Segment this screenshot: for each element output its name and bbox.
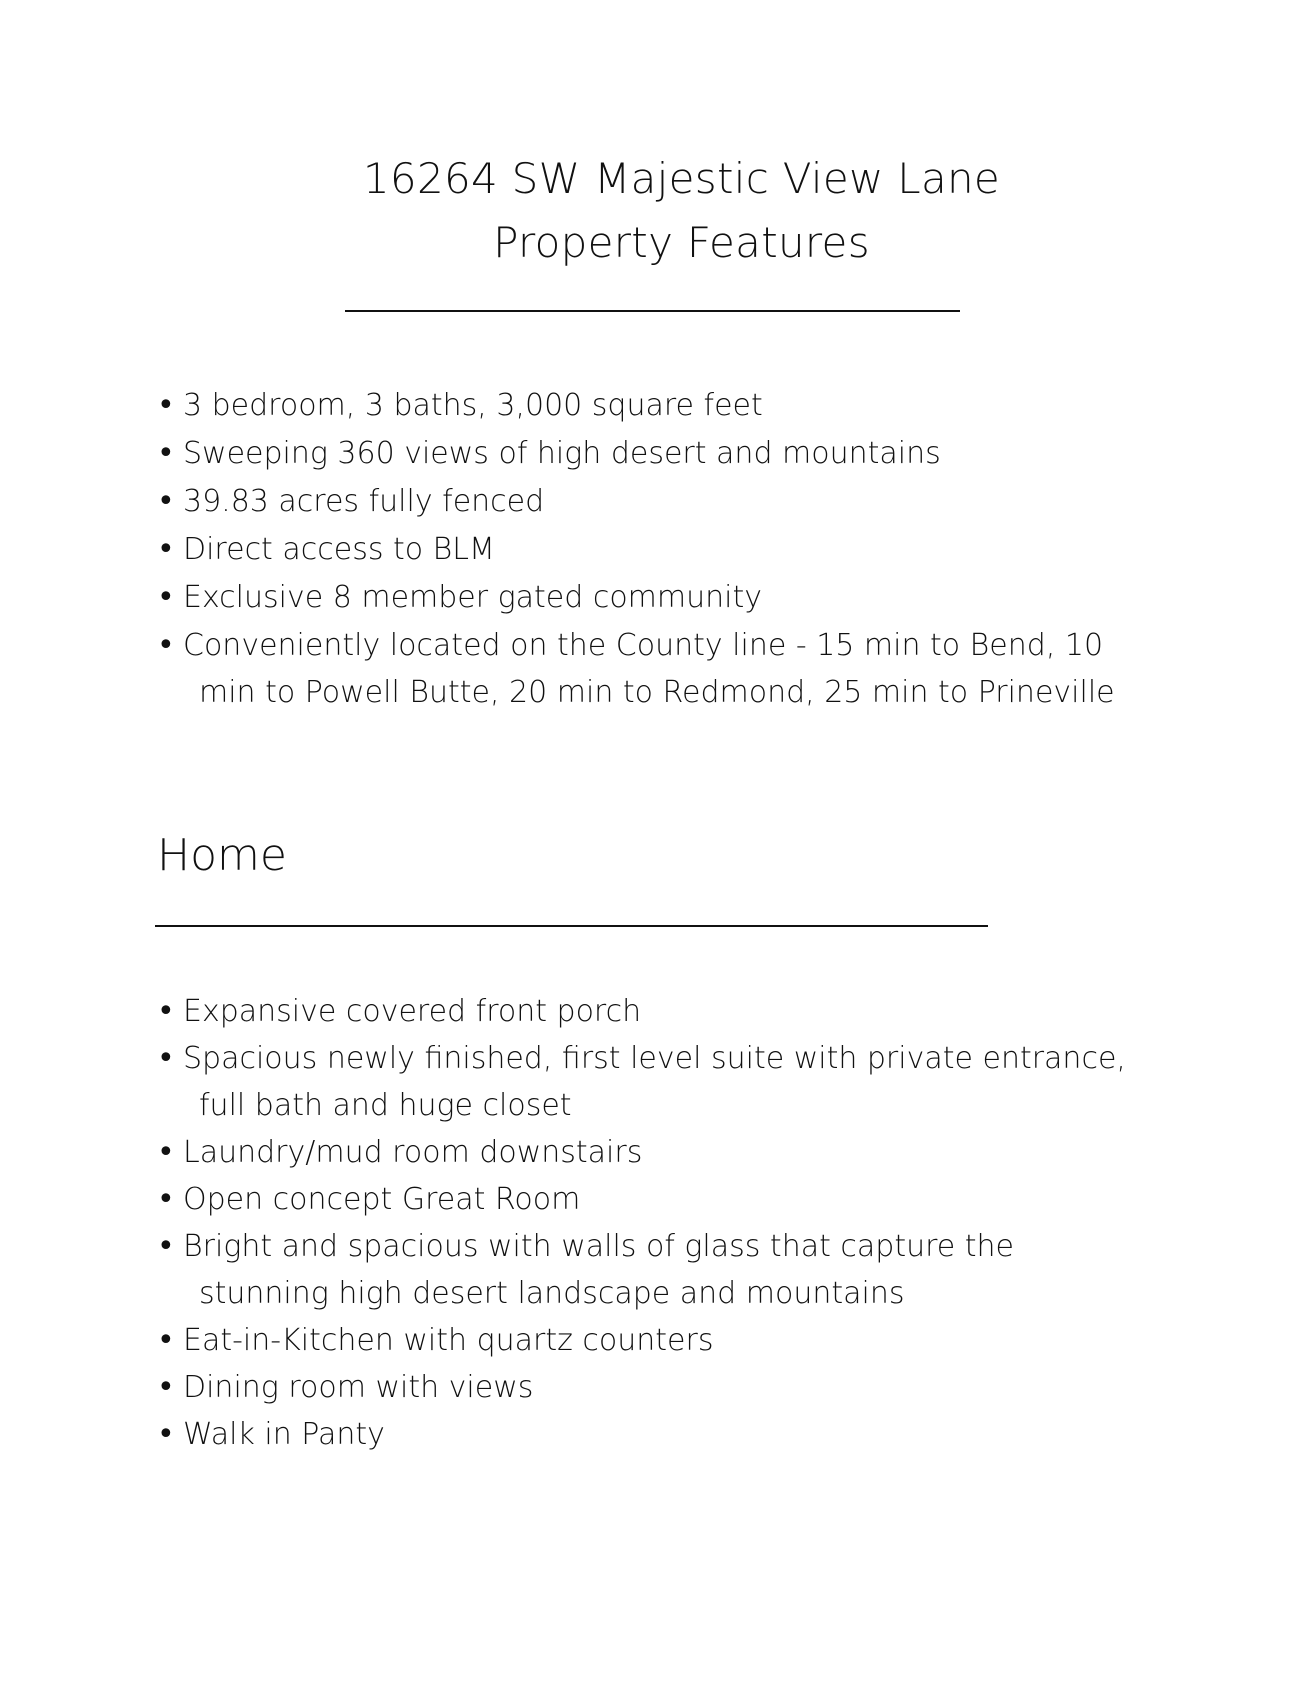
bullet-icon: • — [157, 1135, 175, 1170]
list-item — [157, 1317, 1157, 1364]
list-item-text-continued: full bath and huge closet — [199, 1088, 572, 1123]
bullet-icon: • — [157, 436, 175, 471]
list-item — [157, 622, 1157, 716]
list-item — [157, 1364, 1157, 1411]
list-item — [157, 1411, 1157, 1458]
page-subtitle: Property Features — [493, 218, 870, 267]
list-item-text: Bright and spacious with walls of glass that capture the — [183, 1229, 1014, 1264]
list-item — [157, 526, 1157, 573]
bullet-icon: • — [157, 484, 175, 519]
list-item-text: Dining room with views — [183, 1370, 534, 1405]
list-item-text: Open concept Great Room — [183, 1182, 581, 1217]
list-item — [157, 1223, 1157, 1317]
list-item-text: Direct access to BLM — [183, 532, 495, 567]
bullet-icon: • — [157, 1182, 175, 1217]
bullet-icon: • — [157, 1041, 175, 1076]
list-item — [157, 430, 1157, 477]
bullet-icon: • — [157, 580, 175, 615]
list-item-text: Sweeping 360 views of high desert and mountains — [183, 436, 941, 471]
list-item-text: Expansive covered front porch — [183, 994, 642, 1029]
list-item — [157, 1129, 1157, 1176]
list-item-text: 39.83 acres fully fenced — [183, 484, 545, 519]
list-item — [157, 382, 1157, 429]
list-item-text-continued: stunning high desert landscape and mountains — [199, 1276, 905, 1311]
list-item-text: Conveniently located on the County line - 15 min to Bend, 10 — [183, 628, 1104, 663]
bullet-icon: • — [157, 628, 175, 663]
list-item-text: Laundry/mud room downstairs — [183, 1135, 643, 1170]
features-list — [157, 382, 1157, 717]
home-section-divider — [155, 925, 988, 927]
list-item-text: Spacious newly finished, first level suite with private entrance, — [183, 1041, 1126, 1076]
page-title: 16264 SW Majestic View Lane — [362, 154, 1001, 203]
title-divider — [345, 310, 960, 312]
list-item-text: 3 bedroom, 3 baths, 3,000 square feet — [183, 388, 763, 423]
bullet-icon: • — [157, 532, 175, 567]
list-item-text: Eat-in-Kitchen with quartz counters — [183, 1323, 714, 1358]
home-features-list — [157, 988, 1157, 1458]
bullet-icon: • — [157, 388, 175, 423]
list-item — [157, 574, 1157, 621]
bullet-icon: • — [157, 1229, 175, 1264]
bullet-icon: • — [157, 1370, 175, 1405]
list-item — [157, 478, 1157, 525]
bullet-icon: • — [157, 994, 175, 1029]
list-item — [157, 988, 1157, 1035]
home-section-heading: Home — [157, 830, 287, 881]
list-item-text: Exclusive 8 member gated community — [183, 580, 762, 615]
list-item — [157, 1035, 1157, 1129]
title-block — [0, 147, 1307, 275]
bullet-icon: • — [157, 1323, 175, 1358]
list-item — [157, 1176, 1157, 1223]
bullet-icon: • — [157, 1417, 175, 1452]
list-item-text: Walk in Panty — [183, 1417, 385, 1452]
list-item-text-continued: min to Powell Butte, 20 min to Redmond, 25 min to Prineville — [199, 675, 1115, 710]
